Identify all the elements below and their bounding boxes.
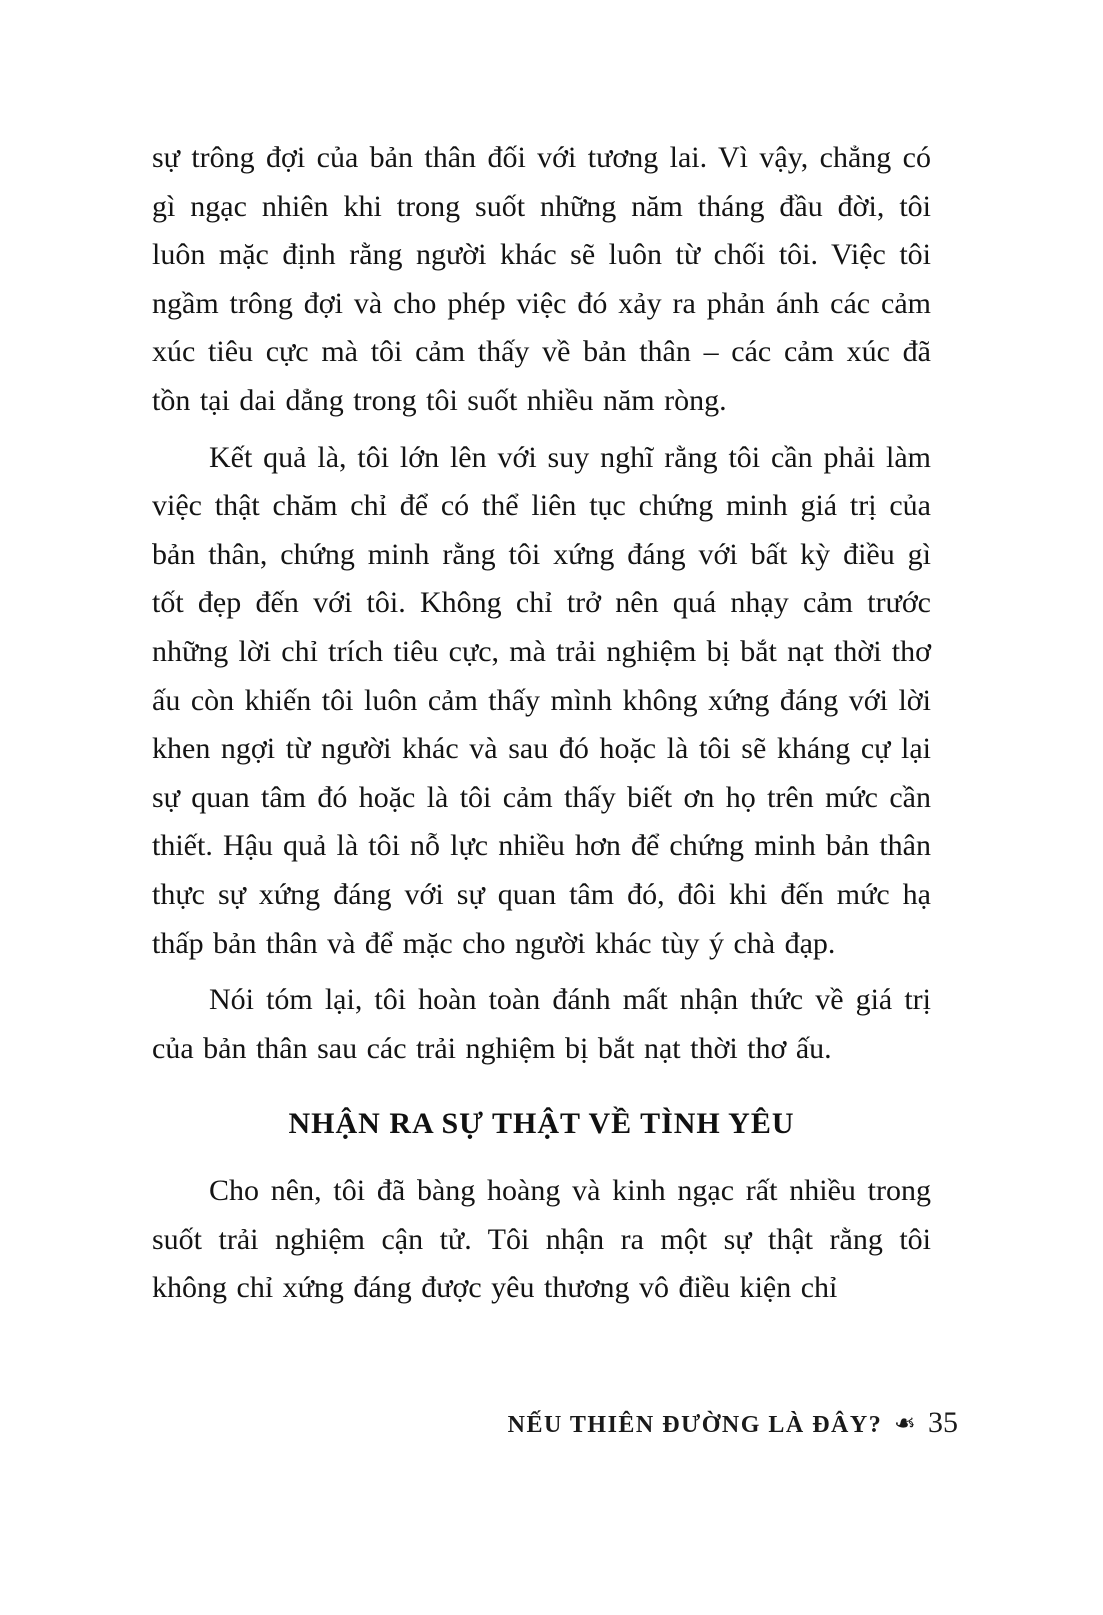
text-block [152, 134, 931, 1321]
page-footer [508, 1406, 958, 1440]
paragraph: sự trông đợi của bản thân đối với tương lai. Vì vậy, chẳng có gì ngạc nhiên khi trong suốt những năm tháng đầu đời, tôi luôn mặc định rằng người khác sẽ luôn từ chối tôi. Việc tôi ngầm trông đợi và cho phép việc đó xảy ra phản ánh các cảm xúc tiêu cực mà tôi cảm thấy về bản thân – các cảm xúc đã tồn tại dai dẳng trong tôi suốt nhiều năm ròng. [152, 141, 931, 417]
paragraph: Cho nên, tôi đã bàng hoàng và kinh ngạc rất nhiều trong suốt trải nghiệm cận tử. Tôi nhận ra một sự thật rằng tôi không chỉ xứng đáng được yêu thương vô điều kiện chỉ [152, 1174, 931, 1305]
running-title: NẾU THIÊN ĐƯỜNG LÀ ĐÂY? [507, 1412, 883, 1438]
paragraph: Nói tóm lại, tôi hoàn toàn đánh mất nhận thức về giá trị của bản thân sau các trải nghiệm bị bắt nạt thời thơ ấu. [152, 983, 931, 1065]
section-heading: NHẬN RA SỰ THẬT VỀ TÌNH YÊU [288, 1107, 795, 1141]
paragraph: Kết quả là, tôi lớn lên với suy nghĩ rằng tôi cần phải làm việc thật chăm chỉ để có thể liên tục chứng minh giá trị của bản thân, chứng minh rằng tôi xứng đáng với bất kỳ điều gì tốt đẹp đến với tôi. Không chỉ trở nên quá nhạy cảm trước những lời chỉ trích tiêu cực, mà trải nghiệm bị bắt nạt thời thơ ấu còn khiến tôi luôn cảm thấy mình không xứng đáng với lời khen ngợi từ người khác và sau đó hoặc là tôi sẽ kháng cự lại sự quan tâm đó hoặc là tôi cảm thấy biết ơn họ trên mức cần thiết. Hậu quả là tôi nỗ lực nhiều hơn để chứng minh bản thân thực sự xứng đáng với sự quan tâm đó, đôi khi đến mức hạ thấp bản thân và để mặc cho người khác tùy ý chà đạp. [152, 440, 931, 960]
page-number: 35 [928, 1406, 958, 1439]
fleuron-ornament-icon: ❧ [894, 1409, 916, 1438]
